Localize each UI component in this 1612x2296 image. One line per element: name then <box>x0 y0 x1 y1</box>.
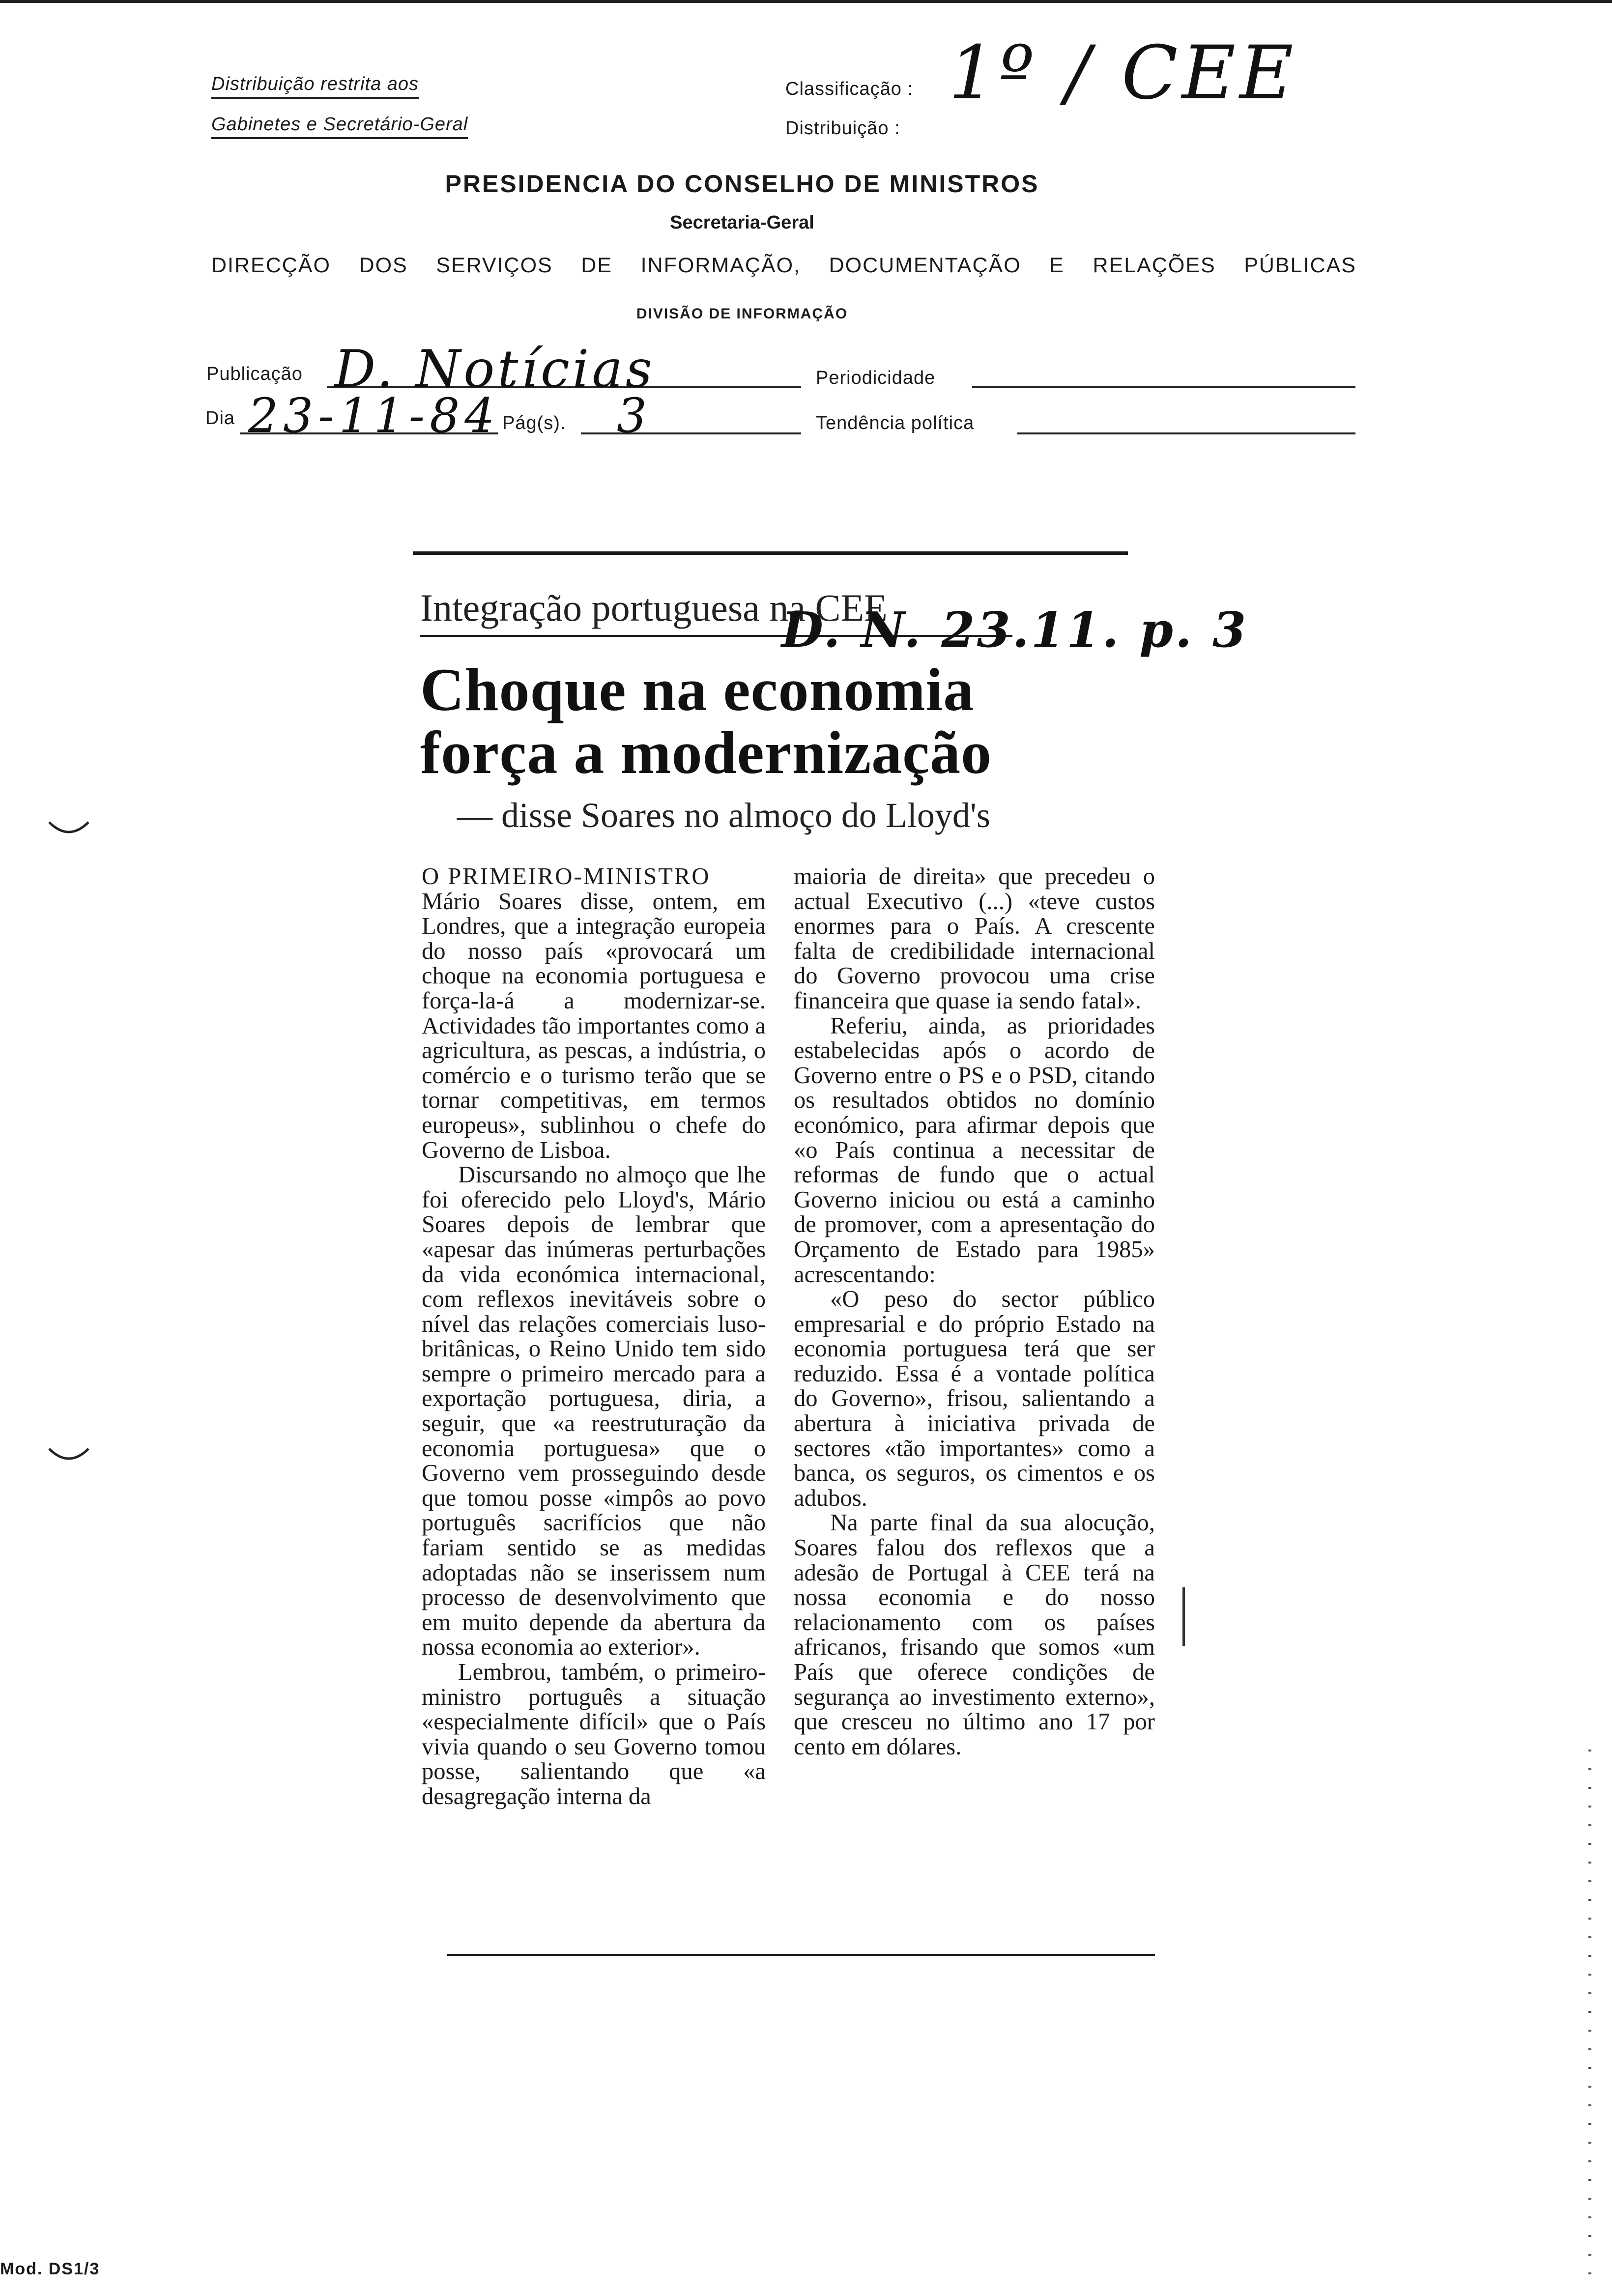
direccao-word: PÚBLICAS <box>1244 254 1356 277</box>
article-paragraph: Mário Soares disse, ontem, em Londres, que a integração europeia do nosso país «provocará um choque na economia portuguesa e força-la-á a modernizar-se. Actividades tão importantes como a agricultura, as pescas, a indústria, o comércio e o turismo terão que se tornar competitivas, em termos europeus», sublinhou o chefe do Governo de Lisboa. <box>422 888 766 1163</box>
publicacao-label: Publicação <box>206 364 303 384</box>
scan-edge-noise <box>1588 1750 1591 2280</box>
punch-hole-mark-top <box>47 818 91 843</box>
direccao-word: DIRECÇÃO <box>211 254 331 277</box>
form-code: Mod. DS1/3 <box>0 2260 100 2278</box>
periodicidade-line <box>972 386 1355 388</box>
article-paragraph: Lembrou, também, o primeiro-ministro português a situação «especialmente difícil» que o País vivia quando o seu Governo tomou posse, salientando que «a desagregação interna da <box>422 1659 766 1809</box>
dia-handwritten: 23-11-84 <box>248 388 500 443</box>
headline-line-1: Choque na economia <box>420 656 975 723</box>
tendencia-label: Tendência política <box>816 413 975 433</box>
pags-line <box>581 432 801 434</box>
restriction-notice-line2: Gabinetes e Secretário-Geral <box>211 114 468 139</box>
dia-label: Dia <box>205 408 235 429</box>
publicacao-handwritten: D. Notícias <box>334 339 655 399</box>
top-border-line <box>0 0 1612 3</box>
article-column-1 <box>422 864 766 1809</box>
divisao-title: DIVISÃO DE INFORMAÇÃO <box>636 306 848 322</box>
secretaria-title: Secretaria-Geral <box>670 212 814 233</box>
margin-mark <box>1182 1587 1185 1646</box>
restriction-notice-line1: Distribuição restrita aos <box>211 74 419 99</box>
tendencia-line <box>1017 432 1355 434</box>
institution-title: PRESIDENCIA DO CONSELHO DE MINISTROS <box>445 170 1039 198</box>
article-headline <box>420 656 992 786</box>
article-paragraph: Na parte final da sua alocução, Soares falou dos reflexos que a adesão de Portugal à CEE terá na nossa economia e do nosso relacionamento com os países africanos, frisando que somos «um País que oferece condições de segurança ao investimento externo», que cresceu no último ano 17 por cento em dólares. <box>794 1509 1155 1760</box>
article-column-2 <box>794 864 1155 1759</box>
article-paragraph: Discursando no almoço que lhe foi oferecido pelo Lloyd's, Mário Soares depois de lembrar que «apesar das inúmeras perturbações da vida económica internacional, com reflexos inevitáveis sobre o nível das relações comerciais luso-britânicas, o Reino Unido tem sido sempre o primeiro mercado para a exportação portuguesa, diria, a seguir, que «a reestruturação da economia portuguesa» que o Governo vem prosseguindo desde que tomou posse «impôs ao povo português sacrifícios que não fariam sentido se as medidas adoptadas não se inserissem num processo de desenvolvimento que em muito depende da abertura da nossa economia ao exterior». <box>422 1161 766 1661</box>
classificacao-handwritten: 1º / CEE <box>949 30 1297 116</box>
pags-handwritten: 3 <box>617 388 647 443</box>
article-paragraph: Referiu, ainda, as prioridades estabelecidas após o acordo de Governo entre o PS e o PSD, citando os resultados obtidos no domínio económico, para afirmar depois que «o País continua a necessitar de reformas de fundo que o actual Governo iniciou ou está a caminho de promover, com a apresentação do Orçamento de Estado para 1985» acrescentando: <box>794 1012 1155 1288</box>
headline-line-2: força a modernização <box>420 719 992 786</box>
article-paragraph: «O peso do sector público empresarial e do próprio Estado na economia portuguesa terá que ser reduzido. Essa é a vontade política do Governo», frisou, salientando a abertura à iniciativa privada de sectores «tão importantes» como a banca, os seguros, os cimentos e os adubos. <box>794 1286 1155 1511</box>
direccao-word: DE <box>581 254 613 277</box>
pags-label: Pág(s). <box>502 413 566 433</box>
handwritten-reference: D. N. 23.11. p. 3 <box>781 602 1248 659</box>
article-opener: O PRIMEIRO-MINISTRO <box>422 863 711 890</box>
direccao-word: SERVIÇOS <box>436 254 553 277</box>
classificacao-label: Classificação : <box>785 79 913 99</box>
direccao-word: DOCUMENTAÇÃO <box>829 254 1021 277</box>
article-paragraph: maioria de direita» que precedeu o actual Executivo (...) «teve custos enormes para o País. A crescente falta de credibilidade internacional do Governo provocou uma crise financeira que quase ia sendo fatal». <box>794 863 1155 1014</box>
article-subhead: — disse Soares no almoço do Lloyd's <box>457 796 990 835</box>
direccao-word: E <box>1049 254 1065 277</box>
direccao-word: INFORMAÇÃO, <box>640 254 801 277</box>
punch-hole-mark-bottom <box>47 1445 91 1469</box>
periodicidade-label: Periodicidade <box>816 368 936 388</box>
direccao-word: DOS <box>359 254 408 277</box>
article-kicker: Integração portuguesa na CEE <box>420 586 888 629</box>
direccao-word: RELAÇÕES <box>1093 254 1216 277</box>
article-top-rule <box>413 551 1128 555</box>
article-bottom-rule <box>447 1954 1155 1956</box>
distribuicao-label: Distribuição : <box>785 118 900 139</box>
direccao-title <box>211 254 1356 278</box>
